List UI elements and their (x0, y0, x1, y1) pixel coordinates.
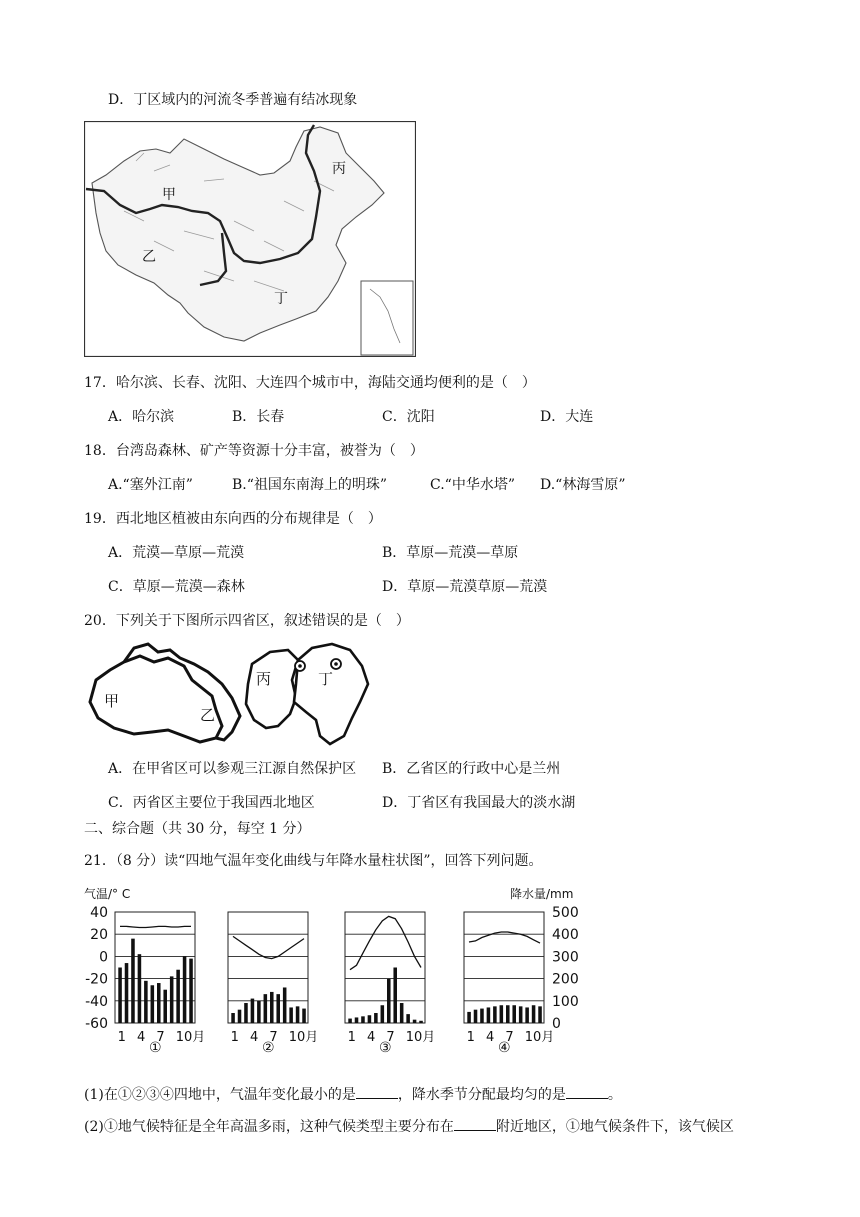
q18-option-a: A.“塞外江南” (108, 477, 193, 493)
q16-option-d: D．丁区域内的河流冬季普遍有结冰现象 (108, 92, 358, 108)
precipitation-bar (257, 1001, 261, 1023)
y-left-tick-label: -60 (85, 1016, 108, 1032)
precipitation-bar (189, 959, 193, 1023)
precipitation-bar (406, 1014, 410, 1023)
precipitation-bar (361, 1016, 365, 1023)
x-tick-label: 4 (250, 1030, 259, 1045)
precipitation-bar (270, 992, 274, 1023)
temperature-curve (469, 932, 540, 943)
x-tick-label: 7 (156, 1030, 165, 1045)
x-tick-label: 4 (367, 1030, 376, 1045)
x-tick-label: 10月 (524, 1030, 555, 1045)
precipitation-bar (506, 1005, 510, 1023)
precipitation-bar (467, 1012, 471, 1023)
x-tick-label: 7 (269, 1030, 278, 1045)
precipitation-bar (413, 1020, 417, 1023)
precipitation-bar (512, 1005, 516, 1023)
q17-option-d: D．大连 (540, 409, 594, 425)
x-tick-label: 7 (505, 1030, 514, 1045)
precipitation-bar (144, 981, 148, 1023)
precipitation-bar (238, 1010, 242, 1023)
precipitation-bar (393, 968, 397, 1024)
precipitation-bar (387, 979, 391, 1023)
precipitation-bar (480, 1009, 484, 1023)
province-ding-outline (294, 644, 368, 744)
climate-charts (78, 884, 598, 1054)
panel-label: ④ (498, 1040, 511, 1054)
q19-option-c: C．草原—荒漠—森林 (108, 579, 245, 595)
panel-frame (228, 912, 308, 1023)
q17-option-b: B．长春 (232, 409, 285, 425)
temperature-curve (233, 936, 304, 958)
q21-sub1-part-b: ，降水季节分配最均匀的是 (397, 1087, 566, 1103)
precipitation-bar (289, 1007, 293, 1023)
capital-dot-ding (334, 662, 338, 666)
q18-option-d: D.“林海雪原” (540, 477, 626, 493)
q20-option-c: C．丙省区主要位于我国西北地区 (108, 795, 315, 811)
precipitation-bar (355, 1017, 359, 1023)
panel-label: ③ (379, 1040, 392, 1054)
precipitation-bar (500, 1005, 504, 1023)
precipitation-bar (264, 994, 268, 1023)
precipitation-bar (419, 1021, 423, 1023)
temperature-curve (350, 916, 421, 969)
china-map-figure (84, 121, 416, 357)
x-tick-label: 4 (137, 1030, 146, 1045)
precipitation-bar (163, 990, 167, 1023)
q21-sub2-part-a: (2)①地气候特征是全年高温多雨，这种气候类型主要分布在 (84, 1119, 454, 1135)
precipitation-bar (474, 1010, 478, 1023)
y-left-tick-label: 40 (90, 905, 108, 921)
x-tick-label: 1 (347, 1030, 356, 1045)
q21-sub2-part-b: 附近地区，①地气候条件下，该气候区 (495, 1119, 734, 1135)
precipitation-bar (368, 1015, 372, 1023)
temperature-curve (120, 926, 191, 927)
panel-frame (345, 912, 425, 1023)
south-china-sea-inset (361, 281, 413, 355)
precipitation-bar (276, 994, 280, 1023)
y-right-tick-label: 200 (552, 971, 579, 988)
x-tick-label: 10月 (288, 1030, 319, 1045)
map1-label-yi: 乙 (142, 249, 156, 265)
y-right-tick-label: 0 (552, 1016, 561, 1032)
panel-label: ① (149, 1040, 162, 1054)
x-tick-label: 7 (386, 1030, 395, 1045)
x-tick-label: 1 (466, 1030, 475, 1045)
q20-stem: 20．下列关于下图所示四省区，叙述错误的是（ ） (84, 613, 410, 629)
map1-label-jia: 甲 (162, 187, 176, 203)
precipitation-bar (151, 985, 155, 1023)
precipitation-bar (532, 1005, 536, 1023)
q21-sub1-line (84, 1084, 622, 1104)
map1-label-bing: 丙 (332, 161, 346, 177)
precipitation-bar (525, 1007, 529, 1023)
precipitation-bar (487, 1007, 491, 1023)
precipitation-bar (381, 1005, 385, 1023)
precipitation-bar (125, 963, 129, 1023)
q21-blank-2[interactable] (566, 1084, 608, 1099)
q17-stem: 17．哈尔滨、长春、沈阳、大连四个城市中，海陆交通均便利的是（ ） (84, 375, 536, 391)
q17-option-a: A．哈尔滨 (108, 409, 175, 425)
y-right-tick-label: 300 (552, 949, 579, 966)
precipitation-bar (176, 970, 180, 1023)
x-tick-label: 4 (486, 1030, 495, 1045)
precipitation-bar (231, 1013, 235, 1023)
province-bing-outline (246, 650, 298, 728)
precipitation-bar (244, 1003, 248, 1023)
q21-sub1-part-a: (1)在①②③④四地中，气温年变化最小的是 (84, 1087, 356, 1103)
x-tick-label: 1 (117, 1030, 126, 1045)
precipitation-bar (519, 1006, 523, 1023)
precipitation-bar (374, 1013, 378, 1023)
precipitation-bar (400, 1003, 404, 1023)
precipitation-bar (170, 976, 174, 1023)
precipitation-bar (538, 1006, 542, 1023)
precipitation-bar (302, 1009, 306, 1023)
precipitation-bar (348, 1019, 352, 1023)
q18-option-c: C.“中华水塔” (430, 477, 515, 493)
y-left-tick-label: 20 (90, 927, 108, 944)
map2-label-bing: 丙 (256, 670, 272, 688)
q21-blank-1[interactable] (356, 1084, 398, 1099)
precipitation-bar (283, 987, 287, 1023)
q21-sub2-line (84, 1116, 734, 1136)
map2-label-yi: 乙 (200, 706, 216, 724)
q21-sub1-part-c: 。 (607, 1087, 622, 1103)
y-right-axis-label: 降水量/mm (510, 887, 574, 901)
precipitation-bar (493, 1006, 497, 1023)
precipitation-bar (131, 939, 135, 1023)
q19-option-b: B．草原—荒漠—草原 (382, 545, 519, 561)
y-left-tick-label: -40 (85, 993, 108, 1010)
map1-label-ding: 丁 (274, 291, 288, 307)
y-right-tick-label: 100 (552, 993, 579, 1010)
chart-layer (85, 905, 579, 1054)
x-tick-label: 1 (230, 1030, 239, 1045)
q20-option-b: B．乙省区的行政中心是兰州 (382, 761, 561, 777)
q19-option-a: A．荒漠—草原—荒漠 (108, 545, 245, 561)
x-tick-label: 10月 (405, 1030, 436, 1045)
precipitation-bar (183, 956, 187, 1023)
map2-label-jia: 甲 (104, 692, 120, 710)
y-right-tick-label: 400 (552, 927, 579, 944)
capital-dot-bing (298, 664, 302, 668)
precipitation-bar (138, 954, 142, 1023)
y-left-axis-label: 气温/° C (84, 887, 131, 901)
q18-option-b: B.“祖国东南海上的明珠” (232, 477, 388, 493)
map2-label-ding: 丁 (318, 670, 334, 688)
q19-stem: 19．西北地区植被由东向西的分布规律是（ ） (84, 511, 382, 527)
section2-heading: 二、综合题（共 30 分，每空 1 分） (84, 821, 311, 837)
y-left-tick-label: -20 (85, 971, 108, 988)
y-left-tick-label: 0 (99, 949, 108, 966)
precipitation-bar (251, 999, 255, 1023)
q21-stem: 21．（8 分）读“四地气温年变化曲线与年降水量柱状图”，回答下列问题。 (84, 853, 543, 869)
y-right-tick-label: 500 (552, 905, 579, 921)
precipitation-bar (118, 968, 122, 1024)
precipitation-bar (296, 1006, 300, 1023)
precipitation-bar (157, 983, 161, 1023)
q20-option-d: D．丁省区有我国最大的淡水湖 (382, 795, 576, 811)
four-provinces-map (84, 640, 384, 748)
panel-label: ② (262, 1040, 275, 1054)
q21-blank-3[interactable] (454, 1116, 496, 1131)
q20-option-a: A．在甲省区可以参观三江源自然保护区 (108, 761, 357, 777)
q17-option-c: C．沈阳 (382, 409, 435, 425)
x-tick-label: 10月 (175, 1030, 206, 1045)
q18-stem: 18．台湾岛森林、矿产等资源十分丰富，被誉为（ ） (84, 443, 424, 459)
q19-option-d: D．草原—荒漠草原—荒漠 (382, 579, 548, 595)
